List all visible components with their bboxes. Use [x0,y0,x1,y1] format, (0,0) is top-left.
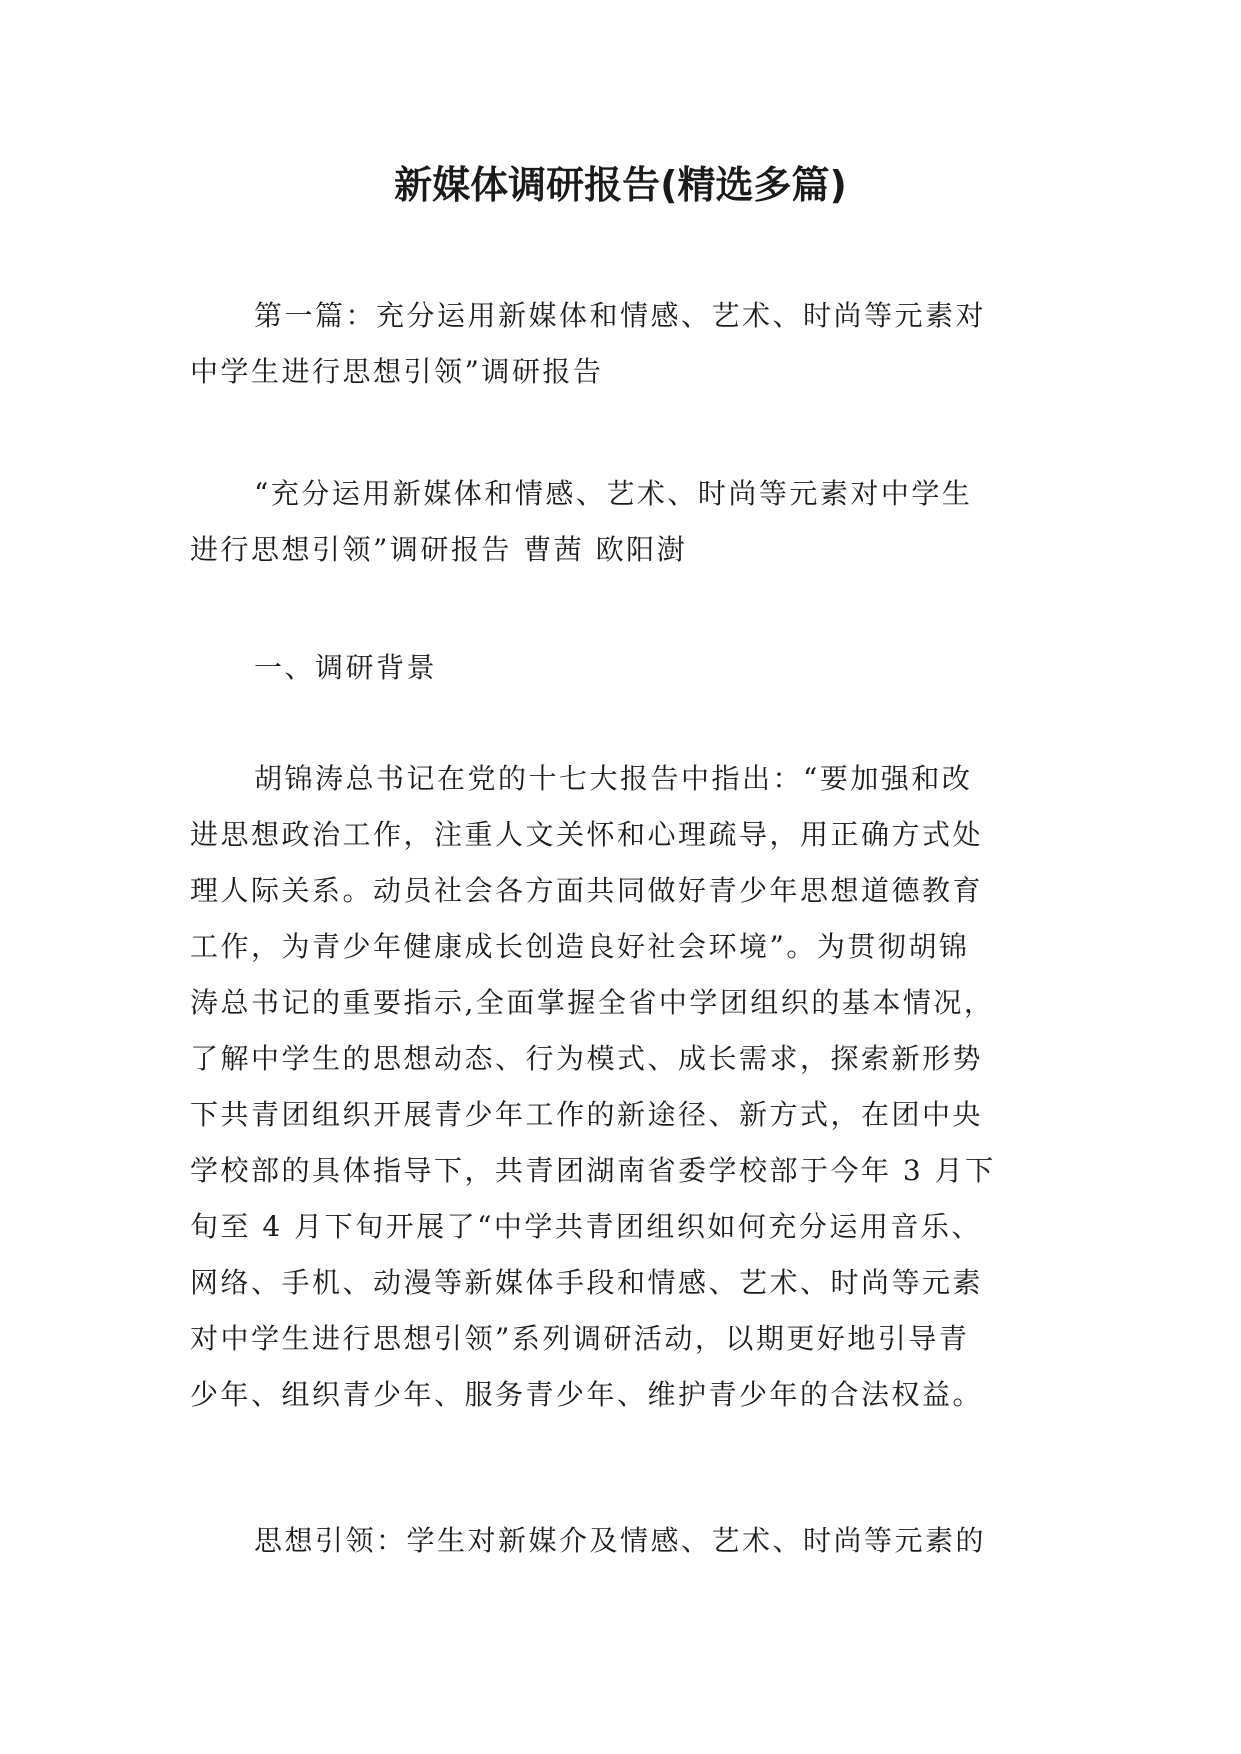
paragraph-thought-guidance [190,1513,1060,1569]
paragraph-line: 工作，为青少年健康成长创造良好社会环境”。为贯彻胡锦 [190,930,970,963]
paragraph-line: 对中学生进行思想引领”系列调研活动，以期更好地引导青 [190,1322,970,1355]
paragraph-line: 中学生进行思想引领”调研报告 [190,355,604,388]
paragraph-line: 思想引领：学生对新媒介及情感、艺术、时尚等元素的 [254,1524,987,1557]
paragraph-background [190,751,1060,1423]
paragraph-line: 了解中学生的思想动态、行为模式、成长需求，探索新形势 [190,1042,984,1075]
paragraph-line: 一、调研背景 [254,651,438,684]
paragraph-line: 少年、组织青少年、服务青少年、维护青少年的合法权益。 [190,1378,984,1411]
document-title: 新媒体调研报告(精选多篇) [394,163,847,207]
paragraph-line: 第一篇：充分运用新媒体和情感、艺术、时尚等元素对 [254,299,987,332]
paragraph-report-title [190,466,1060,578]
paragraph-line: 理人际关系。动员社会各方面共同做好青少年思想道德教育 [190,874,984,907]
paragraph-line: 旬至 4 月下旬开展了“中学共青团组织如何充分运用音乐、 [190,1210,982,1243]
paragraph-line: 学校部的具体指导下，共青团湖南省委学校部于今年 3 月下 [190,1154,996,1187]
paragraph-line: 进思想政治工作，注重人文关怀和心理疏导，用正确方式处 [190,818,984,851]
paragraph-line: “充分运用新媒体和情感、艺术、时尚等元素对中学生 [254,477,973,510]
paragraph-line: 下共青团组织开展青少年工作的新途径、新方式，在团中央 [190,1098,984,1131]
paragraph-line: 网络、手机、动漫等新媒体手段和情感、艺术、时尚等元素 [190,1266,984,1299]
paragraph-subheading [190,640,1060,696]
paragraph-line: 涛总书记的重要指示,全面掌握全省中学团组织的基本情况， [190,986,995,1019]
paragraph-line: 胡锦涛总书记在党的十七大报告中指出：“要加强和改 [254,762,973,795]
paragraph-section-heading [190,288,1060,400]
paragraph-line: 进行思想引领”调研报告 曹茜 欧阳澍 [190,533,688,566]
